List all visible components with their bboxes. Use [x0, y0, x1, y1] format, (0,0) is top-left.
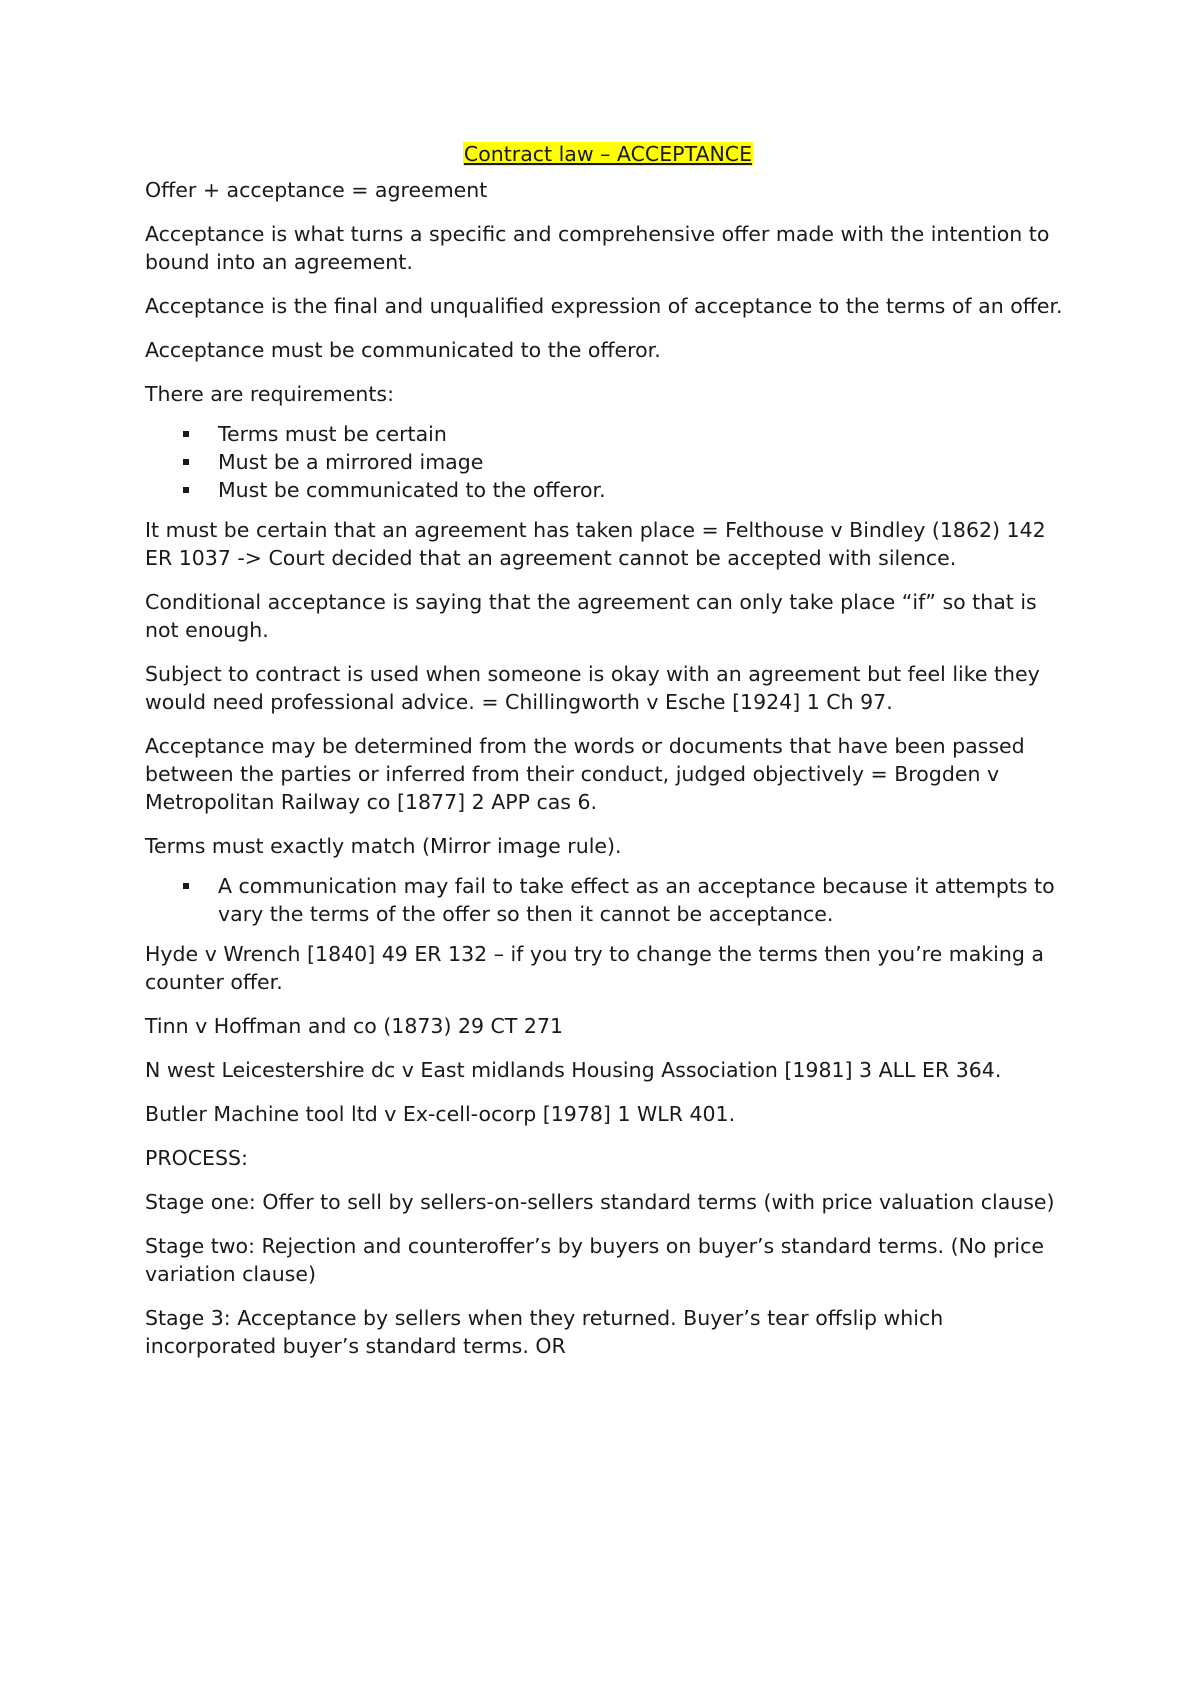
paragraph-leicestershire: N west Leicestershire dc v East midlands Housing Association [1981] 3 ALL ER 364. — [145, 1058, 1002, 1082]
paragraph-stage-one: Stage one: Offer to sell by sellers-on-sellers standard terms (with price valuation clause) — [145, 1190, 1055, 1214]
requirements-list — [145, 420, 1065, 504]
paragraph-stage-two: Stage two: Rejection and counteroffer’s by buyers on buyer’s standard terms. (No price variation clause) — [145, 1234, 1044, 1286]
list-item — [145, 476, 1065, 504]
mirror-rule-list — [145, 872, 1065, 928]
list-item-text: A communication may fail to take effect as an acceptance because it attempts to vary the terms of the offer so then it cannot be acceptance. — [218, 874, 1055, 926]
paragraph-brogden: Acceptance may be determined from the words or documents that have been passed between the parties or inferred from their conduct, judged objectively = Brogden v Metropolitan Railway co [1877] 2 APP cas 6. — [145, 734, 1025, 814]
paragraph-offer-acceptance: Offer + acceptance = agreement — [145, 178, 488, 202]
paragraph-tinn-v-hoffman: Tinn v Hoffman and co (1873) 29 CT 271 — [145, 1014, 564, 1038]
list-item-text: Must be communicated to the offeror. — [218, 478, 606, 502]
paragraph-felthouse: It must be certain that an agreement has taken place = Felthouse v Bindley (1862) 142 ER 1037 -> Court decided that an agreement cannot be accepted with silence. — [145, 518, 1046, 570]
paragraph-acceptance-definition: Acceptance is what turns a specific and comprehensive offer made with the intention to bound into an agreement. — [145, 222, 1050, 274]
bullet-square-icon — [183, 431, 189, 437]
paragraph-acceptance-final: Acceptance is the final and unqualified expression of acceptance to the terms of an offer. — [145, 294, 1063, 318]
paragraph-butler-machine: Butler Machine tool ltd v Ex-cell-ocorp [1978] 1 WLR 401. — [145, 1102, 736, 1126]
list-item — [145, 420, 1065, 448]
paragraph-requirements-intro: There are requirements: — [145, 382, 394, 406]
paragraph-communicated: Acceptance must be communicated to the offeror. — [145, 338, 661, 362]
list-item-text: Terms must be certain — [218, 422, 447, 446]
list-item — [145, 872, 1065, 928]
document-page — [145, 140, 1065, 1376]
document-title: Contract law – ACCEPTANCE — [463, 142, 753, 166]
list-item — [145, 448, 1065, 476]
paragraph-mirror-rule: Terms must exactly match (Mirror image rule). — [145, 834, 622, 858]
paragraph-hyde-v-wrench: Hyde v Wrench [1840] 49 ER 132 – if you try to change the terms then you’re making a counter offer. — [145, 942, 1044, 994]
paragraph-conditional: Conditional acceptance is saying that the agreement can only take place “if” so that is not enough. — [145, 590, 1037, 642]
bullet-square-icon — [183, 883, 189, 889]
list-item-text: Must be a mirrored image — [218, 450, 484, 474]
paragraph-process-heading: PROCESS: — [145, 1146, 248, 1170]
bullet-square-icon — [183, 459, 189, 465]
paragraph-stage-three: Stage 3: Acceptance by sellers when they returned. Buyer’s tear offslip which incorporated buyer’s standard terms. OR — [145, 1306, 944, 1358]
paragraph-subject-to-contract: Subject to contract is used when someone is okay with an agreement but feel like they would need professional advice. = Chillingworth v Esche [1924] 1 Ch 97. — [145, 662, 1040, 714]
bullet-square-icon — [183, 487, 189, 493]
title-line — [145, 140, 1065, 168]
